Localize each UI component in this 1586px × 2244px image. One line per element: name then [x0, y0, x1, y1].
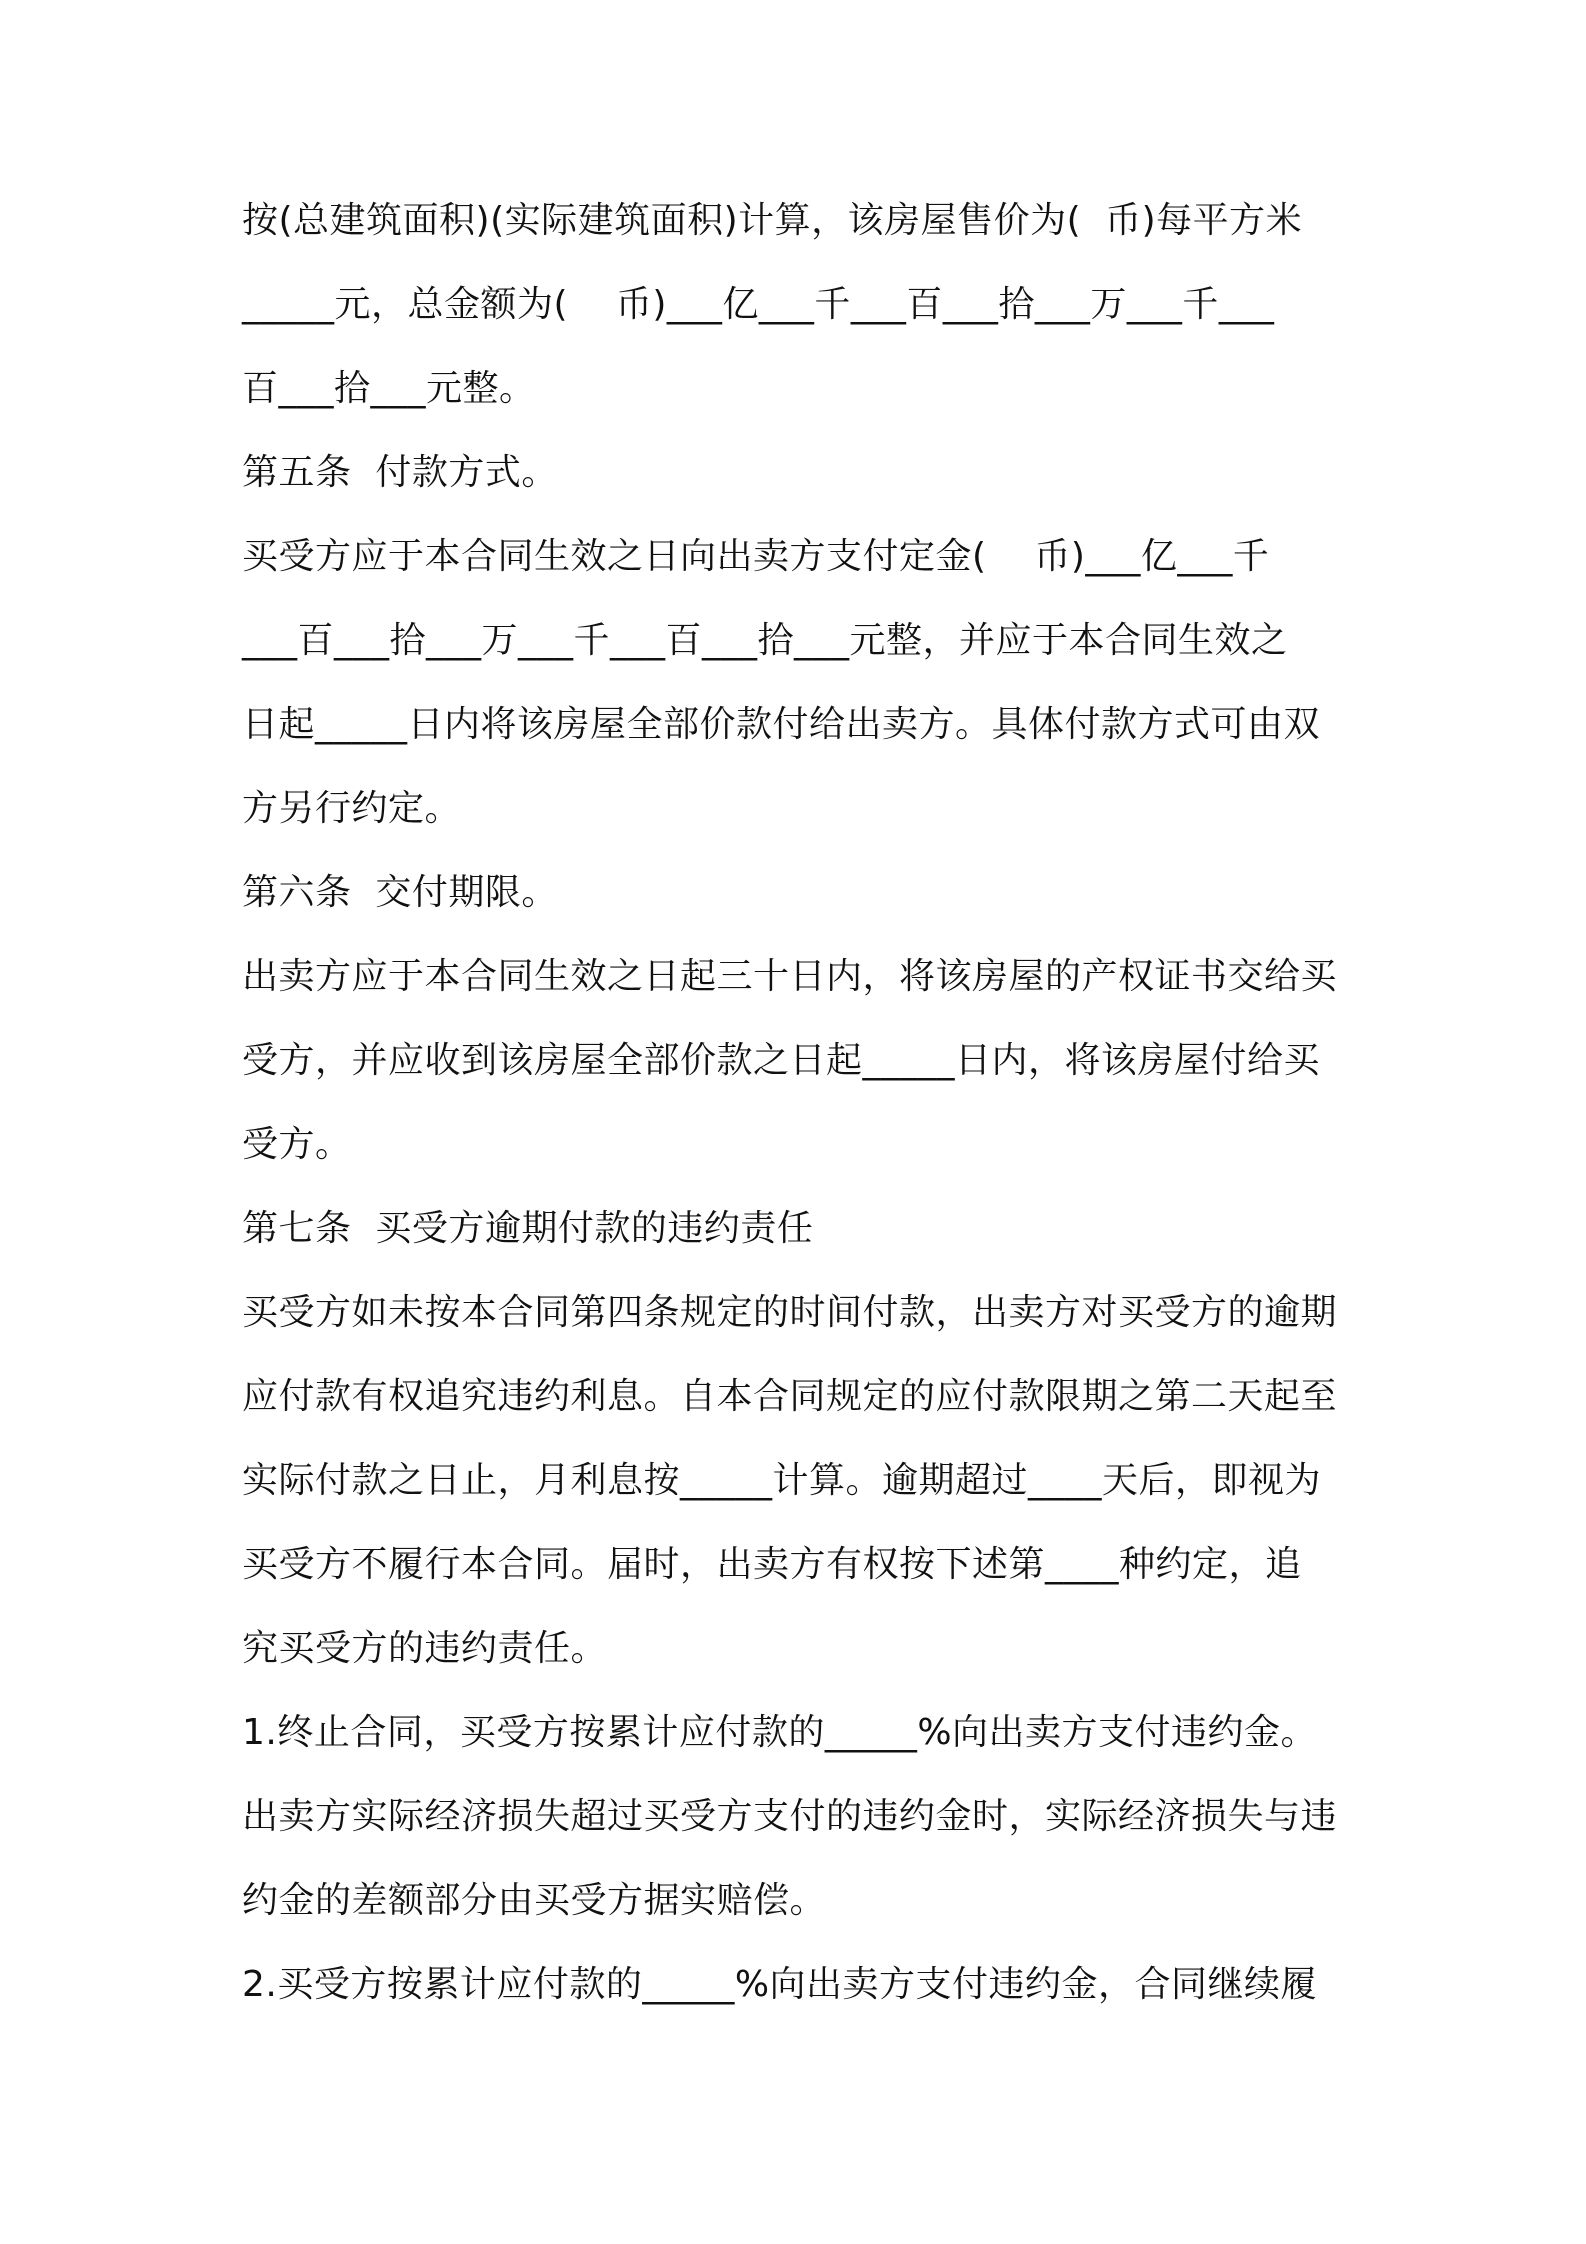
text-line: 方另行约定。 [242, 788, 462, 829]
text-line: 实际付款之日止，月利息按_____计算。逾期超过____天后，即视为 [242, 1460, 1322, 1501]
text-line: 受方，并应收到该房屋全部价款之日起_____日内，将该房屋付给买 [242, 1040, 1321, 1081]
text-line: 应付款有权追究违约利息。自本合同规定的应付款限期之第二天起至 [242, 1376, 1338, 1417]
text-line: 百___拾___元整。 [242, 368, 536, 409]
text-line: 究买受方的违约责任。 [242, 1628, 608, 1669]
text-line: 买受方不履行本合同。届时，出卖方有权按下述第____种约定，追 [242, 1544, 1302, 1585]
text-line: 出卖方实际经济损失超过买受方支付的违约金时，实际经济损失与违 [242, 1796, 1338, 1837]
text-line: 买受方如未按本合同第四条规定的时间付款，出卖方对买受方的逾期 [242, 1292, 1338, 1333]
clause-item-1: 1.终止合同，买受方按累计应付款的_____%向出卖方支付违约金。 [242, 1712, 1318, 1753]
text-line: 日起_____日内将该房屋全部价款付给出卖方。具体付款方式可由双 [242, 704, 1321, 745]
section-heading-6: 第六条 交付期限。 [242, 872, 558, 913]
text-line: 约金的差额部分由买受方据实赔偿。 [242, 1880, 827, 1921]
text-line: 按(总建筑面积)(实际建筑面积)计算，该房屋售价为( 币)每平方米 [242, 200, 1303, 241]
section-heading-7: 第七条 买受方逾期付款的违约责任 [242, 1208, 814, 1249]
clause-item-2: 2.买受方按累计应付款的_____%向出卖方支付违约金，合同继续履 [242, 1964, 1318, 2005]
text-line: 受方。 [242, 1124, 352, 1165]
text-line: 出卖方应于本合同生效之日起三十日内，将该房屋的产权证书交给买 [242, 956, 1338, 997]
section-heading-5: 第五条 付款方式。 [242, 452, 558, 493]
text-line: 买受方应于本合同生效之日向出卖方支付定金( 币)___亿___千 [242, 536, 1270, 577]
text-line: _____元，总金额为( 币)___亿___千___百___拾___万___千___ [242, 284, 1275, 325]
document-page [242, 200, 1362, 2048]
text-line: ___百___拾___万___千___百___拾___元整，并应于本合同生效之 [242, 620, 1288, 661]
